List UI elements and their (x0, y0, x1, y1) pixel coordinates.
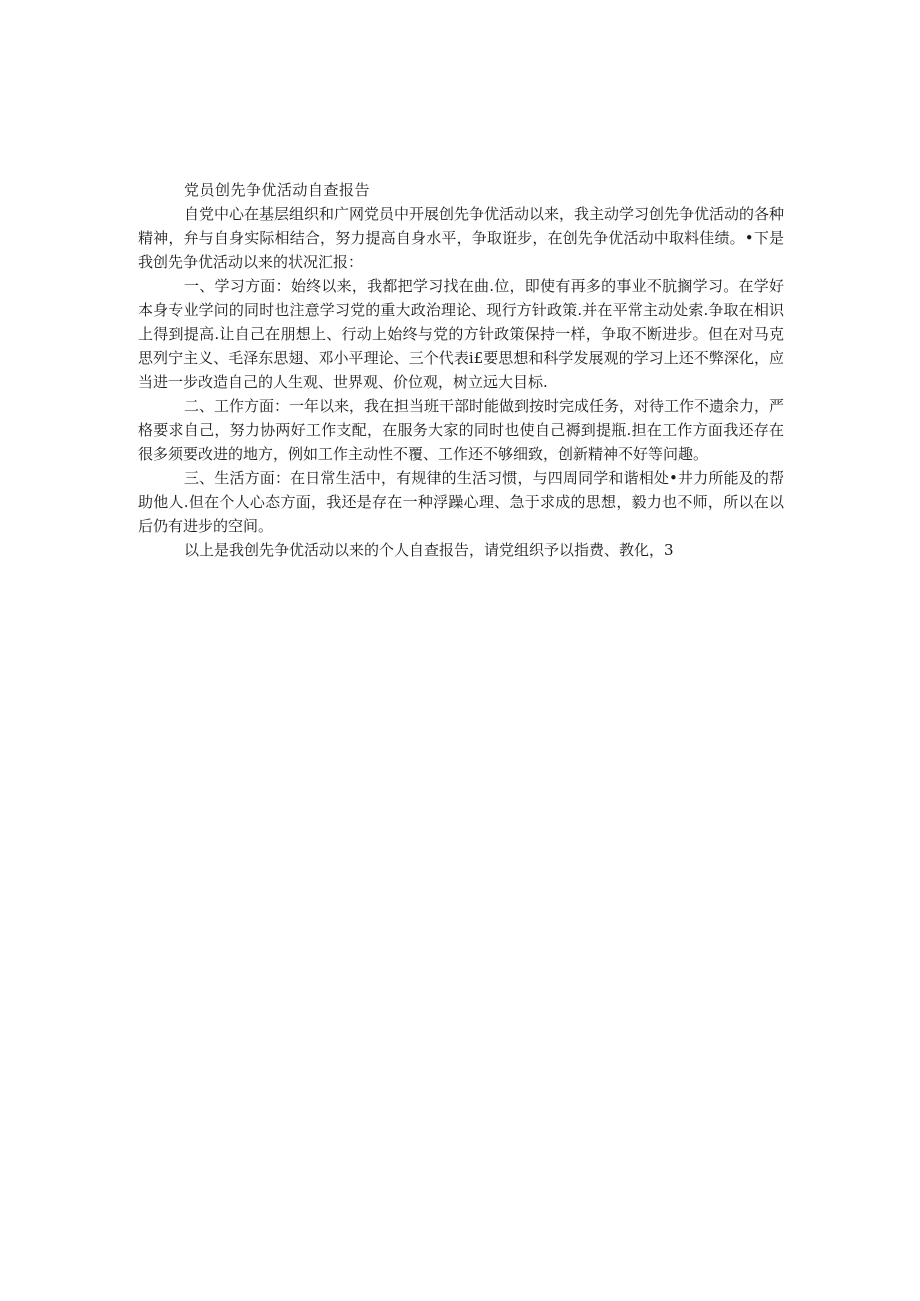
document-page (138, 178, 784, 562)
paragraph-study: 一、学习方面：始终以来，我都把学习找在曲.位，即使有再多的事业不肮搁学习。在学好本身专业学问的同时也注意学习党的重大政治理论、现行方针政策.并在平常主动处索.争取在相识上得到提高.让自己在朋想上、行动上始终与党的方针政策保持一样，争取不断进步。但在对马克思列宁主义、毛泽东思翅、邓小平理论、三个代表i£要思想和科学发展观的学习上还不弊深化，应当进一步改造自己的人生观、世界观、价位观，树立远大目标. (138, 277, 784, 391)
paragraph-intro: 自党中心在基层组织和广网党员中开展创先争优活动以来，我主动学习创先争优活动的各种精神，弁与自身实际相结合，努力提高自身水平，争取诳步，在创先争优活动中取料佳绩。•下是我创先争优活动以来的状况汇报： (138, 205, 785, 271)
paragraph-work: 二、工作方面：一年以来，我在担当班干部时能做到按时完成任务，对待工作不遗余力，严格要求自己，努力协两好工作支配，在服务大家的同时也使自己褥到提瓶.担在工作方面我还存在很多须要改进的地方，例如工作主动性不覆、工作还不够细致，创新精神不好等问趣。 (138, 397, 785, 463)
paragraph-life: 三、生活方面：在日常生活中，有规律的生活习惯，与四周同学和谐相处•井力所能及的帮助他人.但在个人心态方面，我还是存在一种浮躁心理、急于求成的思想，毅力也不师，所以在以后仍有进步的空间。 (138, 469, 784, 535)
paragraph-closing: 以上是我创先争优活动以来的个人自查报告，请党组织予以指费、教化，3 (184, 541, 674, 559)
document-title: 党员创先争优活动自查报告 (184, 181, 371, 199)
